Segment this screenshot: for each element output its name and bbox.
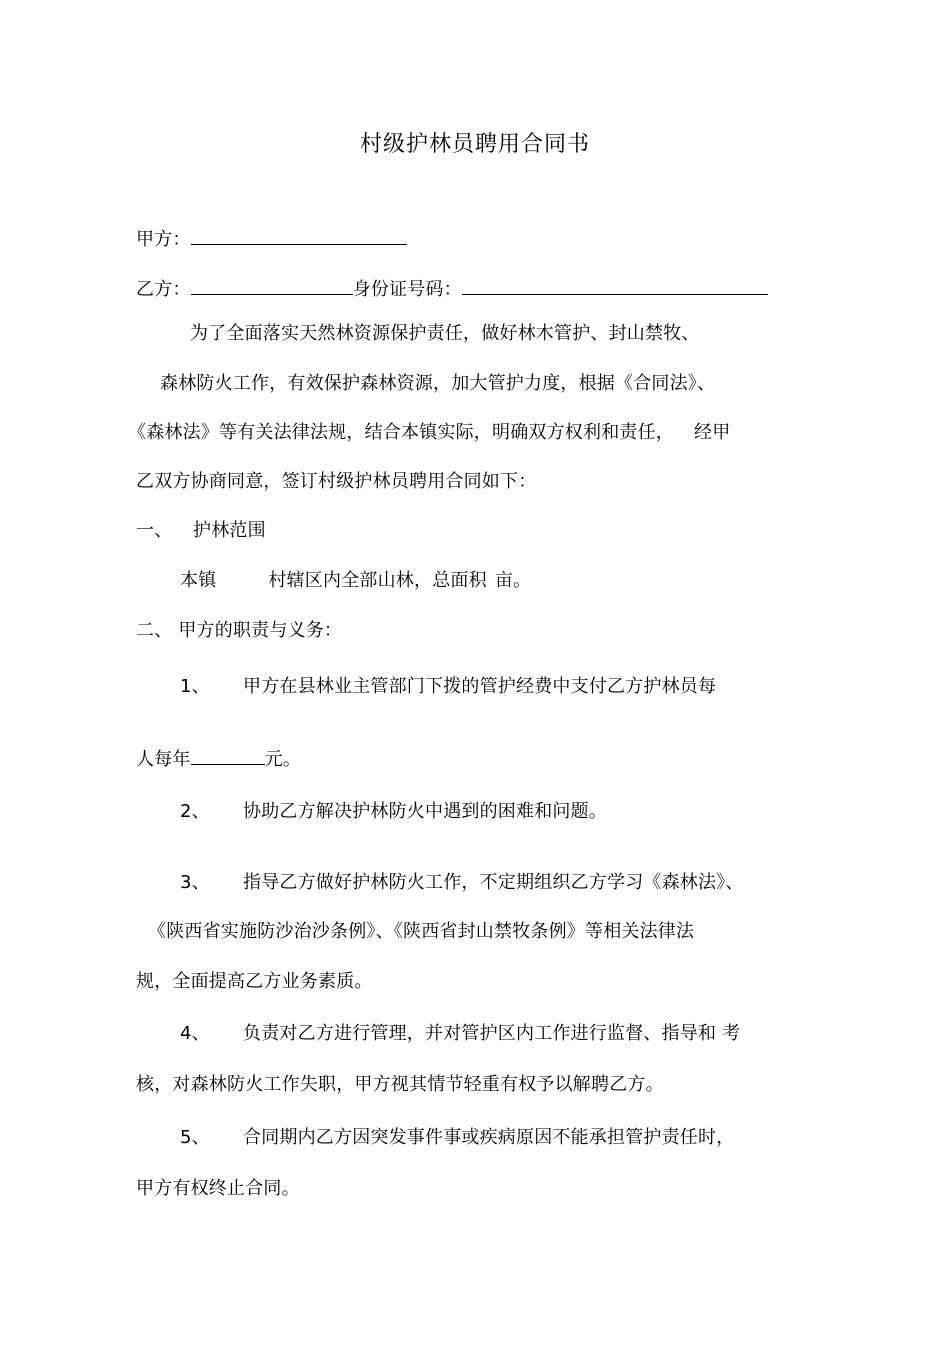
item-5-continuation: 甲方有权终止合同。 <box>136 1178 300 1199</box>
section-1-body-b: 村辖区内全部山林，总面积 <box>268 570 487 591</box>
item-4-text: 负责对乙方进行管理，并对管护区内工作进行监督、指导和 考 <box>243 1023 741 1044</box>
section-2-heading: 二、 甲方的职责与义务： <box>136 620 343 641</box>
preamble-line-1: 为了全面落实天然林资源保护责任，做好林木管护、封山禁牧、 <box>190 323 700 344</box>
preamble-line-2: 森林防火工作，有效保护森林资源，加大管护力度，根据《合同法》、 <box>160 373 716 394</box>
item-4-continuation: 核，对森林防火工作失职，甲方视其情节轻重有权予以解聘乙方。 <box>136 1074 664 1095</box>
item-3-number: 3、 <box>180 872 210 893</box>
item-5-number: 5、 <box>180 1127 210 1148</box>
item-2-number: 2、 <box>180 801 210 822</box>
item-3-continuation-1: 《陕西省实施防沙治沙条例》、《陕西省封山禁牧条例》等相关法律法 <box>148 921 695 942</box>
item-5-text: 合同期内乙方因突发事件事或疾病原因不能承担管护责任时， <box>243 1127 735 1148</box>
id-number-blank[interactable] <box>462 276 768 295</box>
item-1-number: 1、 <box>180 676 210 697</box>
party-a-blank[interactable] <box>191 226 407 245</box>
document-title: 村级护林员聘用合同书 <box>359 132 590 157</box>
id-number-label: 身份证号码： <box>352 279 462 300</box>
item-3-continuation-2: 规，全面提高乙方业务素质。 <box>136 971 373 992</box>
party-a-label: 甲方： <box>136 229 191 250</box>
section-1-body <box>180 570 531 592</box>
item-1-continuation <box>136 746 301 771</box>
item-3-text: 指导乙方做好护林防火工作，不定期组织乙方学习《森林法》、 <box>243 872 744 893</box>
amount-blank[interactable] <box>191 746 265 765</box>
section-1-heading: 护林范围 <box>193 520 266 541</box>
section-1-body-a: 本镇 <box>180 570 217 591</box>
item-4-number: 4、 <box>180 1023 210 1044</box>
item-1-cont-a: 人每年 <box>136 749 191 770</box>
item-1-text: 甲方在县林业主管部门下拨的管护经费中支付乙方护林员每 <box>243 676 717 697</box>
section-1-body-c: 亩。 <box>494 570 532 591</box>
party-b-line <box>136 276 768 301</box>
preamble-line-3b: 经甲 <box>694 422 731 443</box>
party-a-line <box>136 226 407 251</box>
item-2-text: 协助乙方解决护林防火中遇到的困难和问题。 <box>243 801 607 822</box>
preamble-line-3a: 《森林法》等有关法律法规，结合本镇实际，明确双方权利和责任， <box>128 422 674 443</box>
section-1-number: 一、 <box>136 520 173 541</box>
preamble-line-4: 乙双方协商同意，签订村级护林员聘用合同如下： <box>136 471 537 492</box>
item-1-cont-b: 元。 <box>264 749 302 770</box>
party-b-blank[interactable] <box>191 276 353 295</box>
preamble-line-3 <box>128 422 730 444</box>
party-b-label: 乙方： <box>136 279 191 300</box>
